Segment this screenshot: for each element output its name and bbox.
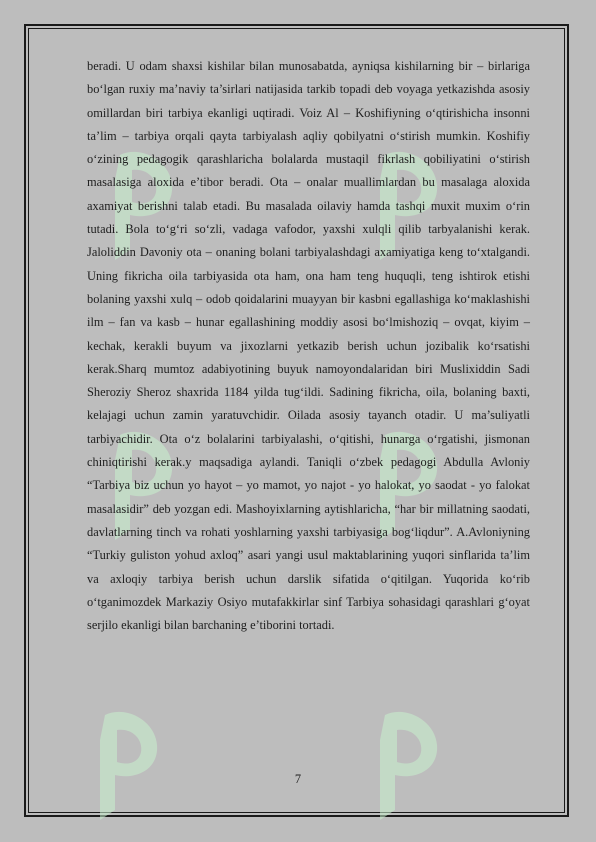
- body-paragraph: beradi. U odam shaxsi kishilar bilan munosabatda, ayniqsa kishilarning bir – birlariga bo‘lgan ruxiy ma’naviy ta’sirlari natijasida tarkib topadi deb voyaga yetkazishda asosiy omillardan biri tarbiya ekanligi uqtiradi. Voiz Al – Koshifiyning o‘qtirishicha insonni ta’lim – tarbiya orqali qayta tarbiyalash aqliy qobilyatni o‘stirish mumkin. Koshifiy o‘zining pedagogik qarashlaricha bolalarda mustaqil fikrlash qobiliyatini o‘stirish masalasiga aloxida e’tibor beradi. Ota – onalar muallimlardan bu masalaga aloxida axamiyat berishni talab etadi. Bu masalada oilaviy hamda tashqi muxit muxim o‘rin tutadi. Bola to‘g‘ri so‘zli, vadaga vafodor, yaxshi xulqli qilib tarbyalanishi kerak. Jaloliddin Davoniy ota – onaning bolani tarbiyalashdagi axamiyatiga keng to‘xtalgandi. Uning fikricha oila tarbiyasida ota ham, ona ham teng huquqli, teng ishtirok etishi bolaning yaxshi xulq – odob qoidalarini muayyan bir kasbni egallashiga ko‘maklashishi ilm – fan va kasb – hunar egallashining moddiy asosi bo‘lmishoziq – ovqat, kiyim – kechak, kerakli buyum va jixozlarni yetkazib berish uchun jozibalik ko‘rsatishi kerak.Sharq mumtoz adabiyotining buyuk namoyondalaridan biri Muslixiddin Sadi Sheroziy Sheroz shaxrida 1184 yilda tug‘ildi. Sadining fikricha, oila, bolaning baxti, kelajagi uchun zamin yaratuvchidir. Oilada asosiy tayanch otadir. U ma’suliyatli tarbiyachidir. Ota o‘z bolalarini tarbiyalashi, o‘qitishi, hunarga o‘rgatishi, jismonan chiniqtirishi kerak.y maqsadiga aylandi. Taniqli o‘zbek pedagogi Abdulla Avloniy “Tarbiya biz uchun yo hayot – yo mamot, yo najot - yo halokat, yo saodat - yo falokat masalasidir” deb yozgan edi. Mashoyixlarning aytishlaricha, “har bir millatning saodati, davlatlarning tinch va rohati yoshlarning yaxshi tarbiyasiga bog‘liqdur”. A.Avloniyning “Turkiy guliston yohud axloq” asari yangi usul maktablarining yuqori sinflarida ta’lim va axloqiy tarbiya berish uchun darslik sifatida o‘qitilgan. Yuqorida ko‘rib o‘tganimozdek Markaziy Osiyo mutafakkirlar sinf Tarbiya sohasidagi qarashlari g‘oyat serjilo ekanligi bilan barchaning e’tiborini tortadi.: [87, 59, 530, 633]
- leaf-logo-watermark-icon: [365, 700, 455, 830]
- page-number: 7: [294, 772, 302, 786]
- leaf-logo-watermark-icon: [85, 700, 175, 830]
